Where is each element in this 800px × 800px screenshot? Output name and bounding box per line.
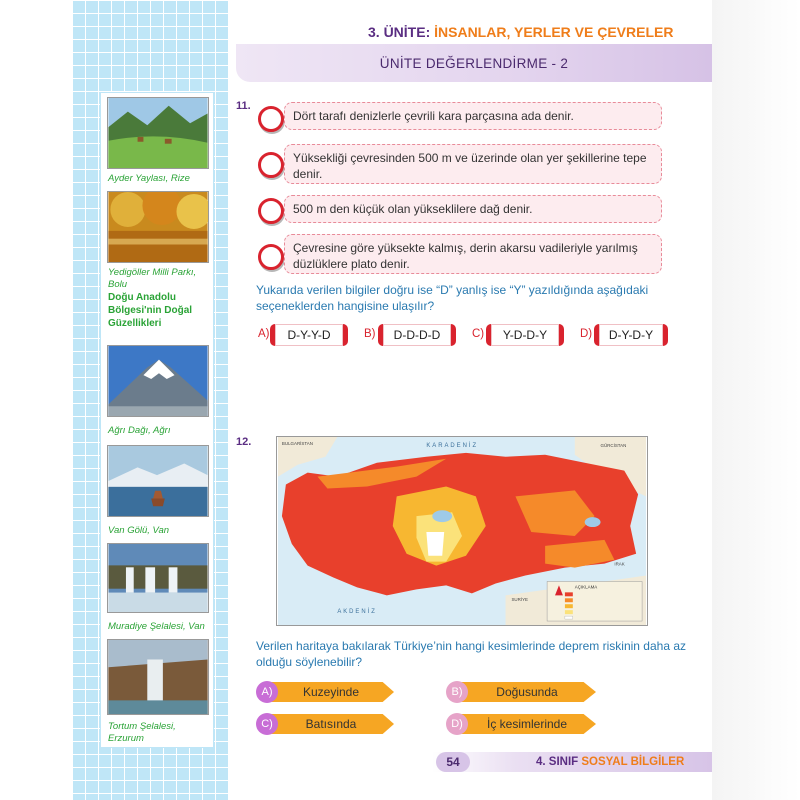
caption-van: Van Gölü, Van (108, 525, 170, 536)
map-label-iraq: IRAK (614, 561, 625, 567)
earthquake-map (276, 436, 648, 626)
footer-grade: 4. SINIF (536, 756, 579, 768)
page-number: 54 (436, 752, 470, 772)
q11-statement-2: Yüksekliği çevresinden 500 m ve üzerinde olan yer şekillerine tepe denir. (284, 144, 662, 184)
q11-option-a[interactable]: D-Y-Y-D (270, 324, 348, 346)
q11-statement-3: 500 m den küçük olan yükseklilere dağ denir. (284, 195, 662, 223)
agri-dagi-photo (107, 345, 209, 417)
map-label-karadeniz: KARADENİZ (426, 442, 479, 449)
caption-yedigoller: Yedigöller Milli Parkı, Bolu (108, 267, 197, 290)
q12-option-c[interactable] (268, 714, 394, 734)
q12-number: 12. (236, 436, 252, 448)
section-title: ÜNİTE DEĞERLENDİRME - 2 (379, 56, 569, 71)
q11-option-b[interactable]: D-D-D-D (378, 324, 456, 346)
caption-tortum: Tortum Şelalesi, Erzurum (108, 721, 176, 744)
van-golu-photo (107, 445, 209, 517)
q12-option-b-letter: B) (446, 681, 468, 703)
q11-option-d-letter: D) (580, 328, 593, 340)
tortum-photo (107, 639, 209, 715)
q12-option-c-text: Batısında (305, 717, 357, 731)
footer-title (536, 756, 684, 768)
map-legend-title: AÇIKLAMA (574, 584, 598, 590)
q12-option-c-letter: C) (256, 713, 278, 735)
q11-option-c[interactable]: Y-D-D-Y (486, 324, 564, 346)
q12-option-d-text: İç kesimlerinde (486, 717, 568, 731)
unit-name: İNSANLAR, YERLER VE ÇEVRELER (434, 24, 674, 40)
section-band (236, 44, 712, 82)
q12-option-a[interactable] (268, 682, 394, 702)
unit-number: 3. ÜNİTE: (368, 24, 431, 40)
ayder-photo (107, 97, 209, 169)
photo-sidebar (100, 92, 214, 748)
caption-ayder: Ayder Yaylası, Rize (108, 173, 190, 184)
footer-subject: SOSYAL BİLGİLER (581, 756, 685, 768)
q11-answer-circle-1[interactable] (258, 106, 284, 132)
q12-option-a-text: Kuzeyinde (302, 685, 360, 699)
map-label-syria: SURİYE (511, 597, 529, 603)
q11-statement-1: Dört tarafı denizlerle çevrili kara parçasına ada denir. (284, 102, 662, 130)
caption-agri: Ağrı Dağı, Ağrı (108, 425, 171, 436)
page-edge-shade (712, 0, 800, 800)
q11-option-d[interactable]: D-Y-D-Y (594, 324, 668, 346)
q11-option-b-letter: B) (364, 328, 376, 340)
q12-question: Verilen haritaya bakılarak Türkiye’nin hangi kesimlerinde deprem riskinin daha az olduğu söylenebilir? (256, 639, 687, 669)
q12-option-d[interactable] (458, 714, 596, 734)
q11-option-a-letter: A) (258, 328, 270, 340)
q11-answer-circle-4[interactable] (258, 244, 284, 270)
unit-title (368, 24, 673, 40)
q12-option-b-text: Doğusunda (496, 685, 558, 699)
q11-statement-4: Çevresine göre yüksekte kalmış, derin akarsu vadileriyle yarılmış düzlüklere plato denir. (284, 234, 662, 274)
caption-muradiye: Muradiye Şelalesi, Van (108, 621, 205, 632)
map-label-bulgaria: BULGARİSTAN (281, 440, 313, 446)
map-label-akdeniz: AKDENİZ (337, 609, 377, 616)
q11-option-c-letter: C) (472, 328, 485, 340)
q11-number: 11. (236, 100, 251, 112)
q11-answer-circle-2[interactable] (258, 152, 284, 178)
q12-option-d-letter: D) (446, 713, 468, 735)
yedigoller-photo (107, 191, 209, 263)
sidebar-heading: Doğu Anadolu Bölgesi'nin Doğal Güzellikleri (108, 292, 193, 329)
map-label-georgia: GÜRCİSTAN (600, 442, 627, 448)
q11-question: Yukarıda verilen bilgiler doğru ise “D” yanlış ise “Y” yazıldığında aşağıdaki seçeneklerden hangisine ulaşılır? (256, 283, 649, 313)
q12-option-b[interactable] (458, 682, 596, 702)
q12-option-a-letter: A) (256, 681, 278, 703)
q11-answer-circle-3[interactable] (258, 198, 284, 224)
muradiye-photo (107, 543, 209, 613)
